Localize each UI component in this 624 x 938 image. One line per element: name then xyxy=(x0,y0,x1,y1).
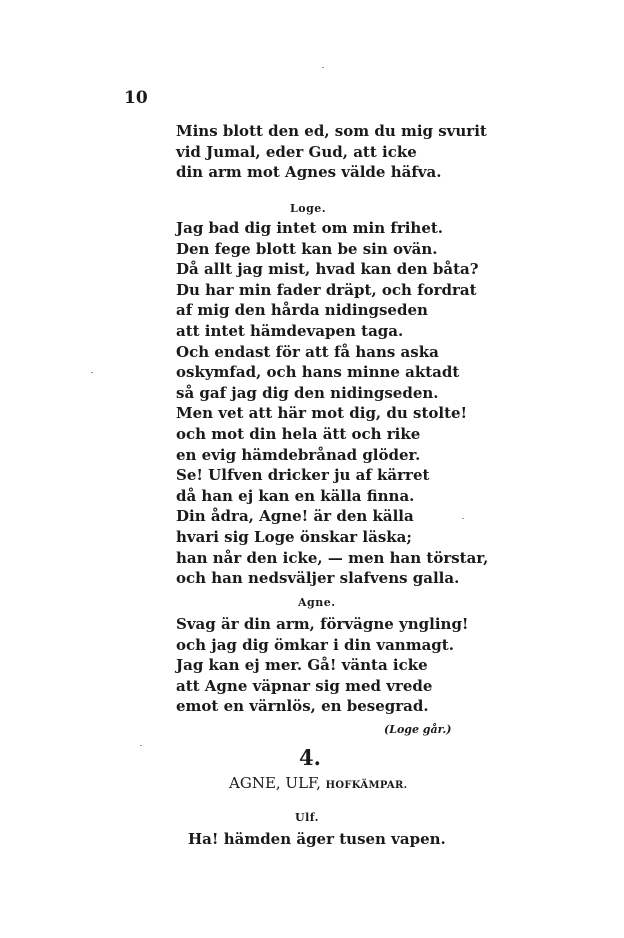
verse-block-3 xyxy=(176,614,469,717)
verse-line: då han ej kan en källa finna. xyxy=(176,486,415,505)
verse-line: Den fege blott kan be sin ovän. xyxy=(176,239,438,258)
stage-direction: (Loge går.) xyxy=(384,723,452,736)
cast-small: HOFKÄMPAR. xyxy=(325,780,408,791)
verse-line: Din ådra, Agne! är den källa xyxy=(176,507,414,526)
verse-line: och han nedsväljer slafvens galla. xyxy=(176,569,460,588)
verse-line: Se! Ulfven dricker ju af kärret xyxy=(176,466,430,485)
verse-line: oskymfad, och hans minne aktadt xyxy=(176,363,460,382)
paper-speck xyxy=(462,518,464,519)
verse-line: din arm mot Agnes välde häfva. xyxy=(176,163,442,182)
verse-line: han når den icke, — men han törstar, xyxy=(176,548,489,567)
verse-line: Svag är din arm, förvägne yngling! xyxy=(176,615,469,633)
verse-block-1 xyxy=(176,121,487,183)
verse-line: att intet hämdevapen taga. xyxy=(176,321,404,340)
verse-line: Mins blott den ed, som du mig svurit xyxy=(176,122,487,140)
verse-line: emot en värnlös, en besegrad. xyxy=(176,697,429,716)
verse-line: så gaf jag dig den nidingseden. xyxy=(176,383,439,402)
verse-line-last: Ha! hämden äger tusen vapen. xyxy=(188,830,446,848)
scene-number: 4. xyxy=(299,745,321,770)
cast-main: AGNE, ULF, xyxy=(229,774,326,792)
verse-line: Du har min fader dräpt, och fordrat xyxy=(176,280,477,299)
verse-line: Och endast för att få hans aska xyxy=(176,342,439,361)
paper-speck xyxy=(91,372,93,373)
speaker-agne: Agne. xyxy=(298,596,336,609)
verse-line: och mot din hela ätt och rike xyxy=(176,424,421,443)
verse-line: att Agne väpnar sig med vrede xyxy=(176,676,433,695)
verse-line: af mig den hårda nidingseden xyxy=(176,301,428,320)
verse-line: Jag kan ej mer. Gå! vänta icke xyxy=(176,656,428,675)
verse-line: Men vet att här mot dig, du stolte! xyxy=(176,404,468,423)
cast-list xyxy=(229,774,407,792)
speaker-loge: Loge. xyxy=(290,202,327,215)
verse-line: hvari sig Loge önskar läska; xyxy=(176,527,412,546)
paper-speck xyxy=(322,67,324,68)
verse-line: Jag bad dig intet om min frihet. xyxy=(176,219,444,237)
verse-line: vid Jumal, eder Gud, att icke xyxy=(176,142,417,161)
verse-line: en evig hämdebrånad glöder. xyxy=(176,445,421,464)
verse-line: och jag dig ömkar i din vanmagt. xyxy=(176,635,454,654)
verse-block-2 xyxy=(176,218,488,589)
speaker-ulf: Ulf. xyxy=(295,811,319,824)
verse-line: Då allt jag mist, hvad kan den båta? xyxy=(176,260,479,279)
paper-speck xyxy=(140,745,142,746)
page-number: 10 xyxy=(124,88,148,108)
